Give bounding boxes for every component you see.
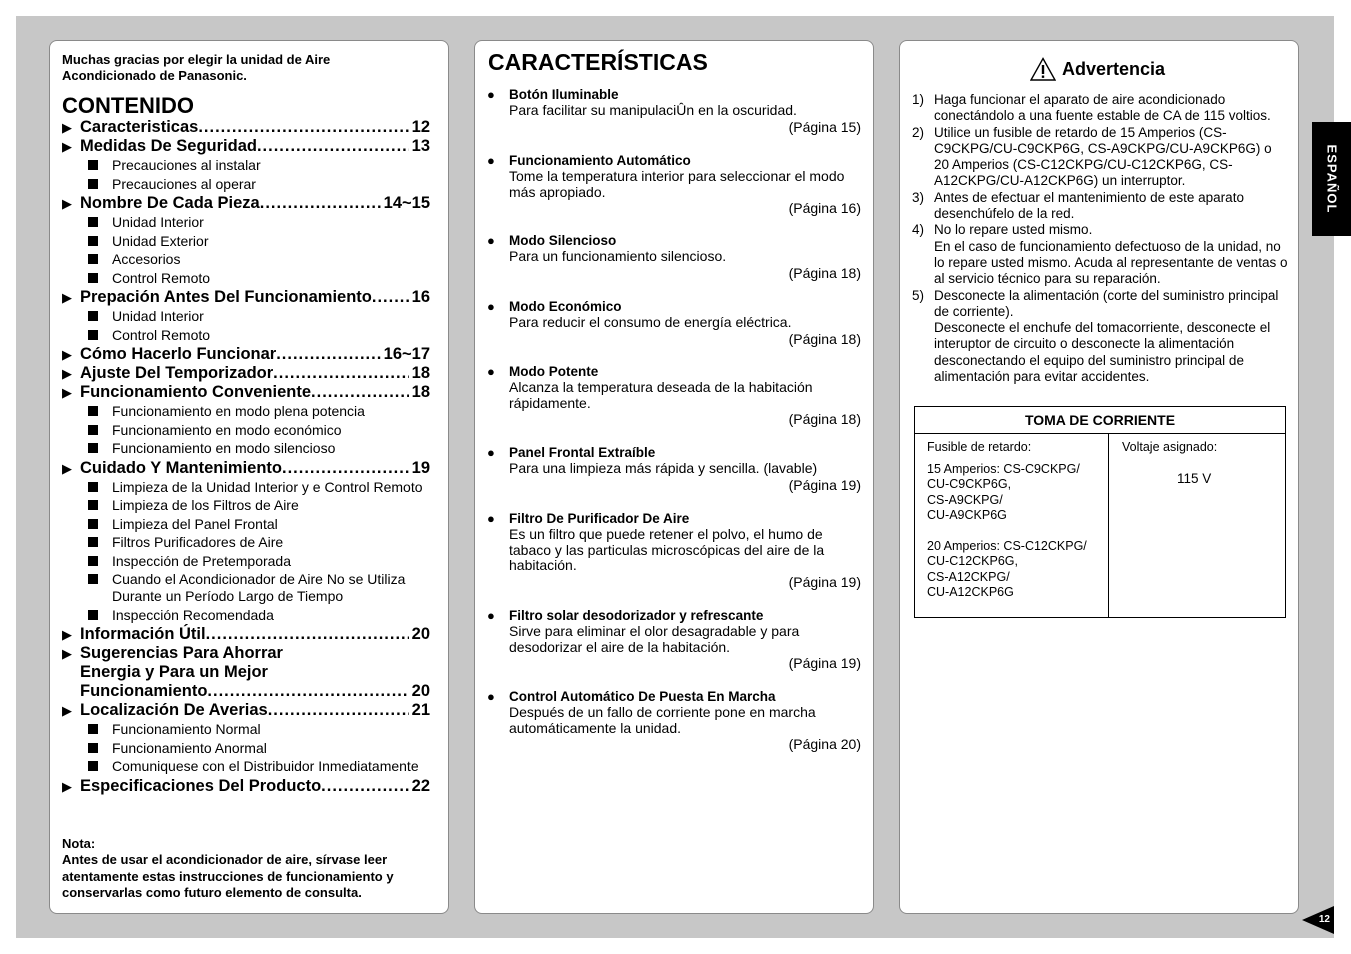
outlet-table-divider — [1108, 433, 1109, 617]
toc-entry-cuidado[interactable]: ▶ Cuidado Y Mantenimiento ..... 19 — [62, 459, 430, 478]
toc-entry-sugerencias-line3: Funcionamiento ..... 20 — [62, 682, 430, 701]
feature-item: ● Control Automático De Puesta En Marcha Después de un fallo de corriente pone en marcha automáticamente la unidad. (Página 20) — [487, 689, 861, 752]
note-text: Antes de usar el acondicionador de aire, sírvase leer atentamente estas instrucciones de funcionamiento y conservarlas como futuro elemento de consulta. — [62, 852, 394, 900]
bullet-square-icon — [88, 721, 101, 738]
bullet-square-icon — [88, 740, 101, 757]
toc-subentry: Limpieza del Panel Frontal — [62, 516, 430, 533]
bullet-square-icon — [88, 157, 101, 174]
contents-panel — [49, 40, 449, 914]
warning-item: 4) No lo repare usted mismo. En el caso de funcionamiento defectuoso de la unidad, no lo repare usted mismo. Acuda al representante de ventas o al servicio técnico para su reparación. — [912, 222, 1288, 287]
bullet-square-icon — [88, 308, 101, 325]
feature-item: ● Modo Económico Para reducir el consumo de energía eléctrica. (Página 18) — [487, 299, 861, 347]
feature-page-ref: (Página 19) — [788, 573, 861, 590]
arrow-icon: ▶ — [62, 646, 72, 661]
warning-heading — [1030, 57, 1165, 81]
toc-page: 20 — [411, 682, 430, 700]
feature-page-ref: (Página 18) — [788, 264, 861, 281]
bullet-circle-icon: ● — [487, 87, 495, 102]
toc-page: 18 — [411, 364, 430, 382]
language-tab-label: ESPAÑOL — [1324, 144, 1339, 214]
arrow-icon: ▶ — [62, 703, 72, 718]
toc-entry-como-funcionar[interactable]: ▶ Cómo Hacerlo Funcionar ..... 16~17 — [62, 345, 430, 364]
bullet-square-icon — [88, 516, 101, 533]
warning-item: 1) Haga funcionar el aparato de aire acondicionado conectándolo a una fuente estable de CA de 115 voltios. — [912, 92, 1271, 124]
toc-page: 22 — [411, 776, 430, 795]
bullet-square-icon — [88, 607, 101, 624]
toc-subentry: Funcionamiento en modo silencioso — [62, 440, 430, 457]
toc-page: 14~15 — [383, 194, 430, 212]
warning-triangle-icon — [1030, 57, 1056, 81]
toc-page: 16~17 — [383, 345, 430, 363]
bullet-circle-icon: ● — [487, 233, 495, 248]
bullet-square-icon — [88, 233, 101, 250]
toc-subentry: Inspección de Pretemporada — [62, 553, 430, 570]
toc-subentry: Precauciones al operar — [62, 176, 430, 193]
toc-entry-sugerencias-line2 — [62, 663, 430, 682]
bullet-circle-icon: ● — [487, 364, 495, 379]
toc-entry-caracteristicas[interactable]: ▶ Caracteristicas ..... 12 — [62, 118, 430, 137]
outlet-voltage-label: Voltaje asignado: — [1122, 440, 1218, 454]
toc-title-line: Sugerencias Para Ahorrar — [80, 644, 283, 662]
toc-subentry: Limpieza de la Unidad Interior y e Control Remoto — [62, 479, 430, 496]
arrow-icon: ▶ — [62, 627, 72, 642]
toc-page: 21 — [411, 701, 430, 719]
bullet-square-icon — [88, 497, 101, 514]
feature-item: ● Modo Potente Alcanza la temperatura deseada de la habitación rápidamente. (Página 18) — [487, 364, 861, 427]
toc-entry-medidas-seguridad[interactable]: ▶ Medidas De Seguridad ..... 13 — [62, 137, 430, 156]
toc-page: 19 — [411, 458, 430, 477]
toc-entry-informacion-util[interactable]: ▶ Información Útil ..... 20 — [62, 625, 430, 644]
arrow-icon: ▶ — [62, 347, 72, 362]
page-number-marker — [1302, 906, 1334, 934]
feature-item: ● Botón Iluminable Para facilitar su manipulaciÛn en la oscuridad. (Página 15) — [487, 87, 861, 135]
bullet-circle-icon: ● — [487, 689, 495, 704]
toc-entry-funcionamiento-conveniente[interactable]: ▶ Funcionamiento Conveniente ..... 18 — [62, 383, 430, 402]
feature-item: ● Modo Silencioso Para un funcionamiento silencioso. (Página 18) — [487, 233, 861, 281]
toc-subentry: Unidad Interior — [62, 214, 430, 231]
bullet-square-icon — [88, 214, 101, 231]
feature-item: ● Filtro solar desodorizador y refrescante Sirve para eliminar el olor desagradable y para desodorizar el aire de la habitación. (Página 19) — [487, 608, 861, 671]
note-label: Nota: — [62, 836, 96, 851]
feature-page-ref: (Página 19) — [788, 476, 861, 493]
warning-item: 2) Utilice un fusible de retardo de 15 Amperios (CS-C9CKPG/CU-C9CKP6G, CS-A9CKPG/CU-A9CKP6G) o 20 Amperios (CS-C12CKPG/CU-C12CKP6G, CS-A12CKPG/CU-A12CKP6G) un interruptor. — [912, 124, 1272, 189]
bullet-circle-icon: ● — [487, 608, 495, 623]
arrow-icon: ▶ — [62, 120, 72, 135]
warning-list — [912, 92, 1290, 385]
bullet-square-icon — [88, 534, 101, 551]
bullet-square-icon — [88, 553, 101, 570]
language-tab — [1312, 122, 1351, 236]
features-title: CARACTERÍSTICAS — [488, 49, 708, 75]
toc-entry-sugerencias[interactable] — [62, 644, 430, 663]
bullet-circle-icon: ● — [487, 511, 495, 526]
bullet-circle-icon: ● — [487, 153, 495, 168]
arrow-icon: ▶ — [62, 290, 72, 305]
feature-item: ● Filtro De Purificador De Aire Es un filtro que puede retener el polvo, el humo de tabaco y las particulas microscópicas del aire de la habitación. (Página 19) — [487, 511, 861, 590]
feature-page-ref: (Página 18) — [788, 330, 861, 347]
bullet-square-icon — [88, 176, 101, 193]
feature-page-ref: (Página 18) — [788, 411, 861, 427]
warning-title: Advertencia — [1062, 58, 1166, 79]
feature-item: ● Panel Frontal Extraíble Para una limpieza más rápida y sencilla. (lavable) (Página 19) — [487, 445, 861, 493]
outlet-table-title: TOMA DE CORRIENTE — [915, 407, 1285, 434]
outlet-voltage-value: 115 V — [1177, 471, 1212, 486]
feature-item: ● Funcionamiento Automático Tome la temperatura interior para seleccionar el modo más apropiado. (Página 16) — [487, 153, 861, 216]
toc-subentry: Limpieza de los Filtros de Aire — [62, 497, 430, 514]
bullet-circle-icon: ● — [487, 299, 495, 314]
table-of-contents — [62, 118, 430, 796]
bullet-square-icon — [88, 758, 101, 775]
toc-subentry: Unidad Exterior — [62, 233, 430, 250]
toc-entry-temporizador[interactable]: ▶ Ajuste Del Temporizador ..... 18 — [62, 364, 430, 383]
bullet-square-icon — [88, 251, 101, 268]
feature-page-ref: (Página 15) — [788, 118, 861, 135]
contents-title: CONTENIDO — [62, 93, 194, 118]
feature-page-ref: (Página 16) — [788, 200, 861, 216]
warning-item: 3) Antes de efectuar el mantenimiento de este aparato desenchúfelo de la red. — [912, 189, 1244, 222]
arrow-icon: ▶ — [62, 460, 72, 476]
toc-subentry: Filtros Purificadores de Aire — [62, 534, 430, 551]
toc-subentry: Precauciones al instalar — [62, 157, 430, 174]
bullet-square-icon — [88, 440, 101, 457]
page-number: 12 — [1318, 914, 1330, 925]
bullet-square-icon — [88, 571, 101, 605]
arrow-icon: ▶ — [62, 139, 72, 154]
outlet-fuse-cell: Fusible de retardo: 15 Amperios: CS-C9CKPG/ CU-C9CKP6G, CS-A9CKPG/ CU-A9CKP6G 20 Amperios: CS-C12CKPG/ CU-C12CKP6G, CS-A12CKPG/ CU-A12CKP6G — [927, 440, 1087, 599]
toc-page: 18 — [411, 383, 430, 401]
toc-subentry: Funcionamiento Anormal — [62, 740, 430, 757]
toc-subentry: Accesorios — [62, 251, 430, 268]
toc-subentry: Comuniquese con el Distribuidor Inmediatamente — [62, 758, 430, 775]
toc-page: 13 — [411, 137, 430, 155]
warning-item: 5) Desconecte la alimentación (corte del suministro principal de corriente). Desconecte el enchufe del tomacorriente, desconecte el interuptor de circuito o desconecte la alimentación desconectando el equipo del suministro principal de alimentación para evitar accidentes. — [912, 287, 1279, 385]
toc-subentry: Unidad Interior — [62, 308, 430, 325]
arrow-icon: ▶ — [62, 778, 72, 794]
toc-page: 20 — [411, 625, 430, 643]
bullet-square-icon — [88, 327, 101, 344]
arrow-icon: ▶ — [62, 366, 72, 381]
toc-subentry: Inspección Recomendada — [62, 607, 430, 624]
bullet-square-icon — [88, 270, 101, 287]
warning-panel — [899, 40, 1299, 914]
bullet-square-icon — [88, 403, 101, 420]
feature-page-ref: (Página 20) — [788, 736, 861, 752]
bullet-square-icon — [88, 479, 101, 496]
bullet-circle-icon: ● — [487, 445, 495, 460]
toc-subentry: Funcionamiento Normal — [62, 721, 430, 738]
toc-entry-nombre-pieza[interactable]: ▶ Nombre De Cada Pieza ..... 14~15 — [62, 194, 430, 213]
toc-subentry: Control Remoto — [62, 270, 430, 287]
toc-page: 12 — [411, 118, 430, 136]
feature-page-ref: (Página 19) — [788, 655, 861, 671]
toc-subentry: Funcionamiento en modo plena potencia — [62, 403, 430, 420]
toc-entry-averias[interactable]: ▶ Localización De Averias ..... 21 — [62, 701, 430, 720]
outlet-table — [914, 406, 1286, 618]
toc-entry-preparacion[interactable]: ▶ Prepación Antes Del Funcionamiento ..... 16 — [62, 288, 430, 307]
toc-entry-especificaciones[interactable]: ▶ Especificaciones Del Producto ..... 22 — [62, 777, 430, 796]
toc-subentry: Cuando el Acondicionador de Aire No se Utiliza Durante un Período Largo de Tiempo — [62, 571, 430, 605]
thanks-text: Muchas gracias por elegir la unidad de Aire Acondicionado de Panasonic. — [62, 52, 331, 83]
toc-page: 16 — [411, 288, 430, 306]
arrow-icon: ▶ — [62, 385, 72, 400]
arrow-icon: ▶ — [62, 196, 72, 211]
features-panel — [474, 40, 874, 914]
toc-subentry: Control Remoto — [62, 327, 430, 344]
bullet-square-icon — [88, 422, 101, 439]
toc-subentry: Funcionamiento en modo económico — [62, 422, 430, 439]
toc-title-line: Energia y Para un Mejor — [80, 663, 268, 681]
